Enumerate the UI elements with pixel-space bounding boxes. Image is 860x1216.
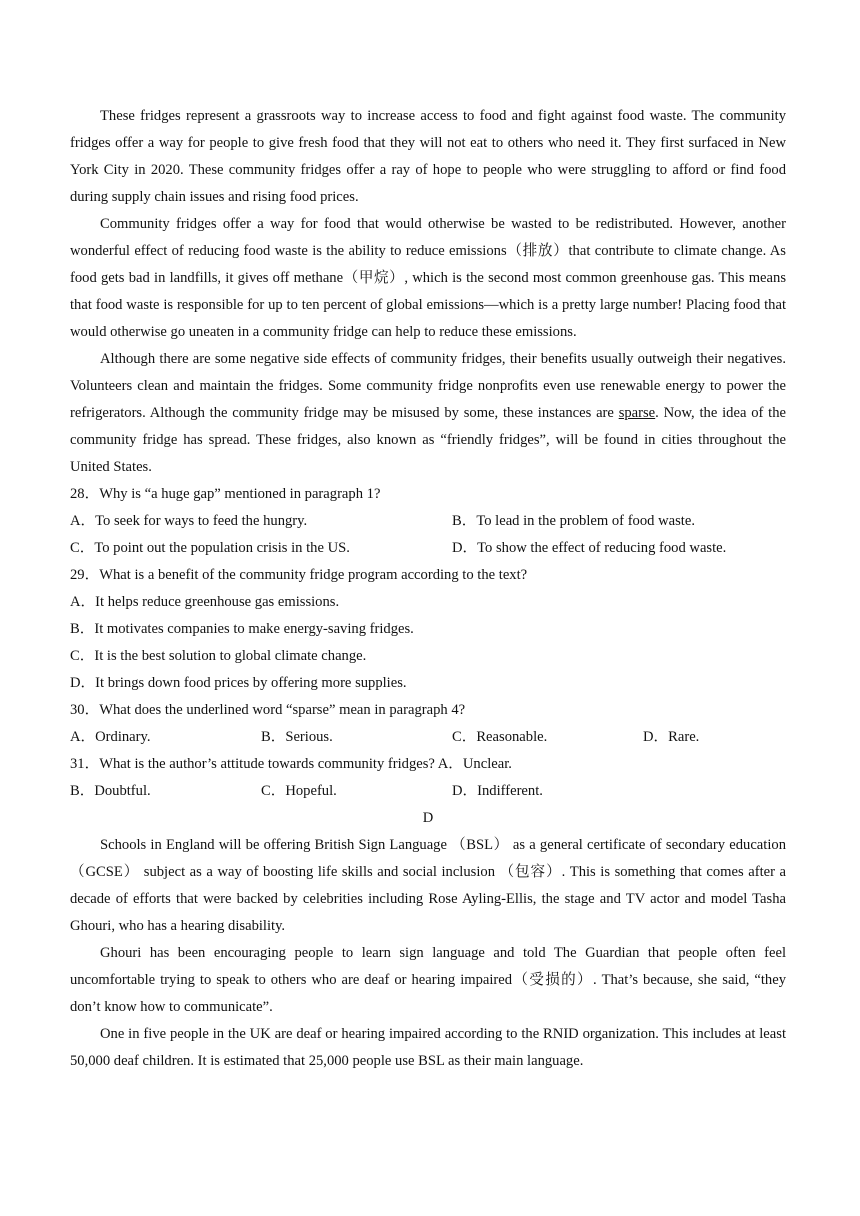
passage-c-paragraph-3 — [70, 346, 786, 481]
question-29-option-a: A．It helps reduce greenhouse gas emissions. — [70, 594, 340, 610]
question-31-options-row — [70, 778, 786, 805]
question-28-options-row-1 — [70, 508, 786, 535]
section-heading-d: D — [422, 810, 434, 826]
question-31-option-b: B．Doubtful. — [70, 783, 151, 799]
question-31-option-d: D．Indifferent. — [452, 783, 543, 799]
passage-d-paragraph-3: One in five people in the UK are deaf or hearing impaired according to the RNID organization. This includes at least 50,000 deaf children. It is estimated that 25,000 people use BSL as their main language. — [70, 1026, 786, 1069]
question-28-option-d: D．To show the effect of reducing food waste. — [452, 540, 727, 556]
passage-d-paragraph-2: Ghouri has been encouraging people to learn sign language and told The Guardian that people often feel uncomfortable trying to speak to others who are deaf or hearing impaired（受损的）. That’s because, she said, “they don’t know how to communicate”. — [70, 945, 786, 1015]
passage-c-paragraph-1: These fridges represent a grassroots way to increase access to food and fight against food waste. The community fridges offer a way for people to give fresh food that they will not eat to others who need it. They first surfaced in New York City in 2020. These community fridges offer a ray of hope to people who were struggling to afford or find food during supply chain issues and rising food prices. — [70, 108, 786, 205]
question-29-option-b: B．It motivates companies to make energy-saving fridges. — [70, 621, 414, 637]
question-28-option-a: A．To seek for ways to feed the hungry. — [70, 513, 308, 529]
paragraph-3-text-before: Although there are some negative side effects of community fridges, their benefits usually outweigh their negatives. Volunteers clean and maintain the fridges. Some community fridge nonprofits even use renewable energy to power the refrigerators. Although the community fridge may be misused by some, these instances are — [70, 351, 786, 421]
question-28-options-row-2 — [70, 535, 786, 562]
question-30-stem: 30．What does the underlined word “sparse” mean in paragraph 4? — [70, 702, 466, 718]
passage-d-paragraph-1: Schools in England will be offering British Sign Language （BSL） as a general certificate of secondary education（GCSE） subject as a way of boosting life skills and social inclusion （包容）. This is something that comes after a decade of efforts that were backed by celebrities including Rose Ayling-Ellis, the stage and TV actor and model Tasha Ghouri, who has a hearing disability. — [70, 837, 786, 934]
question-30-option-a: A．Ordinary. — [70, 729, 151, 745]
question-29-option-d: D．It brings down food prices by offering more supplies. — [70, 675, 407, 691]
paragraph-3-text-after: . Now, the idea of the community fridge has spread. These fridges, also known as “friendly fridges”, will be found in cities throughout the United States. — [70, 405, 787, 475]
question-30-options-row — [70, 724, 786, 751]
question-30-option-d: D．Rare. — [643, 729, 700, 745]
question-31-option-c: C．Hopeful. — [261, 783, 337, 799]
question-28-option-c: C．To point out the population crisis in the US. — [70, 540, 350, 556]
question-31-stem: 31．What is the author’s attitude towards community fridges? A．Unclear. — [70, 756, 512, 772]
question-28-stem: 28．Why is “a huge gap” mentioned in paragraph 1? — [70, 486, 381, 502]
question-30-option-b: B．Serious. — [261, 729, 333, 745]
underlined-word-sparse: sparse — [618, 405, 656, 421]
question-29-stem: 29．What is a benefit of the community fridge program according to the text? — [70, 567, 528, 583]
passage-c-paragraph-2: Community fridges offer a way for food that would otherwise be wasted to be redistributed. However, another wonderful effect of reducing food waste is the ability to reduce emissions（排放）that contribute to climate change. As food gets bad in landfills, it gives off methane（甲烷）, which is the second most common greenhouse gas. This means that food waste is responsible for up to ten percent of global emissions—which is a pretty large number! Placing food that would otherwise go uneaten in a community fridge can help to reduce these emissions. — [70, 216, 786, 340]
question-28-option-b: B．To lead in the problem of food waste. — [452, 513, 695, 529]
document-content — [70, 103, 786, 1075]
question-30-option-c: C．Reasonable. — [452, 729, 548, 745]
question-29-option-c: C．It is the best solution to global climate change. — [70, 648, 367, 664]
